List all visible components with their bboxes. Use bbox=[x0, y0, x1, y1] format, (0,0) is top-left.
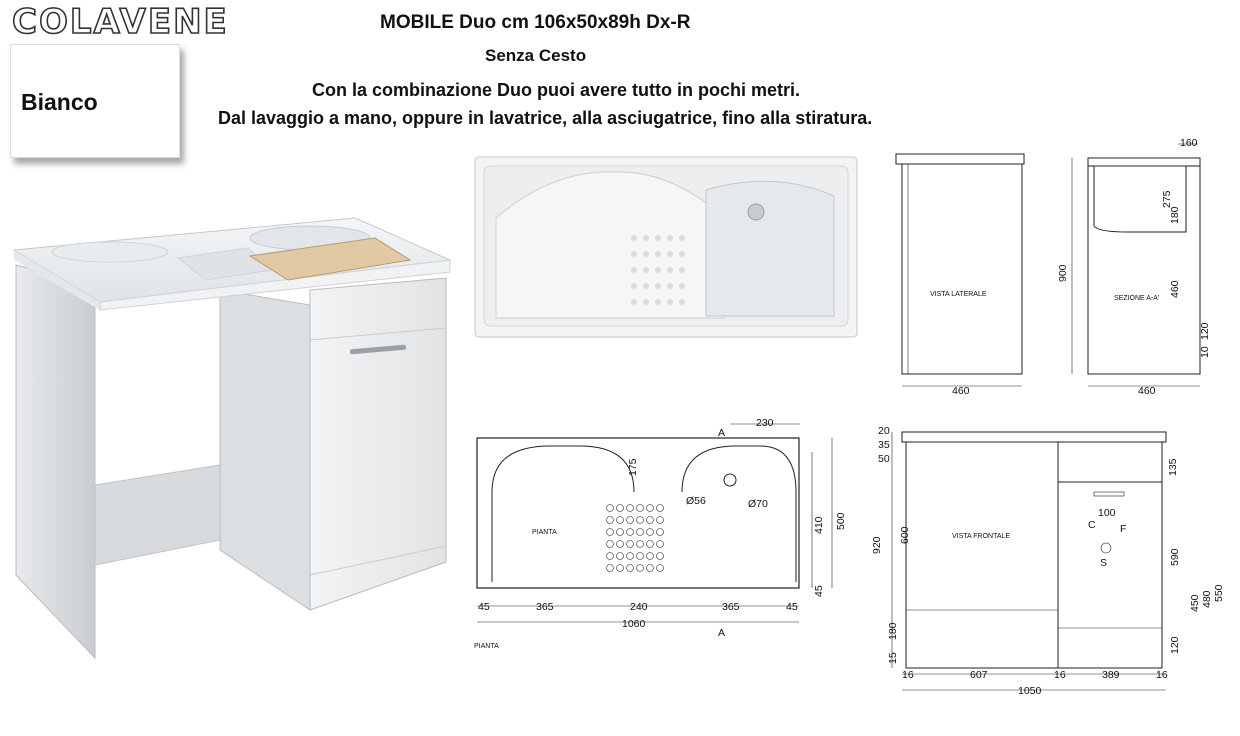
plan-section-mark-top: A bbox=[718, 427, 726, 439]
product-tagline-1: Con la combinazione Duo puoi avere tutto in pochi metri. bbox=[312, 80, 801, 100]
front-dim-100: 100 bbox=[1098, 507, 1116, 519]
front-conn-hot: C bbox=[1088, 519, 1096, 531]
plan-section-mark-bottom: A bbox=[718, 627, 726, 639]
side-view-drawing bbox=[890, 150, 1030, 400]
front-dim-590: 590 bbox=[1169, 548, 1181, 566]
front-dim-920: 920 bbox=[871, 536, 883, 554]
brand-logo-text: COLAVENE bbox=[12, 2, 229, 42]
front-dim-600: 600 bbox=[899, 526, 911, 544]
front-dim-450: 450 bbox=[1189, 594, 1201, 612]
front-dim-120: 120 bbox=[1169, 636, 1181, 654]
product-title: MOBILE Duo cm 106x50x89h Dx-R bbox=[380, 12, 691, 33]
front-dim-c: 16 bbox=[1054, 669, 1066, 681]
product-tagline-2: Dal lavaggio a mano, oppure in lavatrice, alla asciugatrice, fino alla stiratura. bbox=[218, 108, 873, 128]
section-dim-460v: 460 bbox=[1169, 280, 1181, 298]
plan-caption: PIANTA bbox=[474, 643, 499, 650]
plan-dim-total: 1060 bbox=[622, 618, 646, 630]
plan-dim-175: 175 bbox=[627, 458, 639, 476]
brand-logo bbox=[12, 2, 229, 42]
section-view-drawing bbox=[1058, 136, 1218, 398]
front-dim-50: 50 bbox=[878, 453, 890, 465]
color-swatch-label: Bianco bbox=[21, 89, 98, 115]
section-view-label: SEZIONE A-A' bbox=[1114, 295, 1160, 302]
product-subtitle: Senza Cesto bbox=[485, 46, 587, 65]
section-dim-top: 160 bbox=[1180, 137, 1198, 149]
section-dim-275: 275 bbox=[1161, 190, 1173, 208]
section-dim-120: 120 bbox=[1199, 322, 1211, 340]
plan-dim-410: 410 bbox=[813, 516, 825, 534]
plan-dim-b45b: 45 bbox=[786, 601, 798, 613]
front-dim-550: 550 bbox=[1213, 584, 1225, 602]
color-swatch-card bbox=[10, 44, 180, 158]
front-dim-480: 480 bbox=[1201, 590, 1213, 608]
section-dim-width: 460 bbox=[1138, 385, 1156, 397]
front-dim-20: 20 bbox=[878, 425, 890, 437]
front-dim-d: 389 bbox=[1102, 669, 1120, 681]
front-dim-e: 16 bbox=[1156, 669, 1168, 681]
front-dim-total: 1050 bbox=[1018, 685, 1042, 697]
front-dim-a: 16 bbox=[902, 669, 914, 681]
front-dim-180: 180 bbox=[887, 622, 899, 640]
section-dim-180: 180 bbox=[1169, 206, 1181, 224]
section-dim-height: 900 bbox=[1057, 264, 1069, 282]
front-conn-cold: F bbox=[1120, 523, 1127, 535]
front-dim-35: 35 bbox=[878, 439, 890, 451]
front-view-drawing bbox=[866, 420, 1236, 710]
front-dim-15: 15 bbox=[887, 652, 899, 664]
front-dim-b: 607 bbox=[970, 669, 988, 681]
plan-dim-500: 500 bbox=[835, 512, 847, 530]
side-view-width-dim: 460 bbox=[952, 385, 970, 397]
front-conn-drain: S bbox=[1100, 557, 1108, 569]
plan-dim-b45a: 45 bbox=[478, 601, 490, 613]
section-dim-10: 10 bbox=[1199, 346, 1211, 358]
plan-dim-b240: 240 bbox=[630, 601, 648, 613]
plan-dim-drain-56: Ø56 bbox=[686, 495, 706, 507]
front-dim-135: 135 bbox=[1167, 458, 1179, 476]
plan-dim-b365a: 365 bbox=[536, 601, 554, 613]
plan-dim-b365b: 365 bbox=[722, 601, 740, 613]
side-view-label: VISTA LATERALE bbox=[930, 291, 987, 298]
plan-dim-45v: 45 bbox=[813, 585, 825, 597]
plan-dim-drain-70: Ø70 bbox=[748, 498, 768, 510]
plan-view-drawing bbox=[460, 412, 860, 652]
plan-view-label: PIANTA bbox=[532, 529, 557, 536]
sink-top-photo bbox=[474, 156, 858, 338]
plan-dim-offset: 230 bbox=[756, 417, 774, 429]
front-view-label: VISTA FRONTALE bbox=[952, 533, 1011, 540]
product-photo bbox=[10, 210, 460, 670]
